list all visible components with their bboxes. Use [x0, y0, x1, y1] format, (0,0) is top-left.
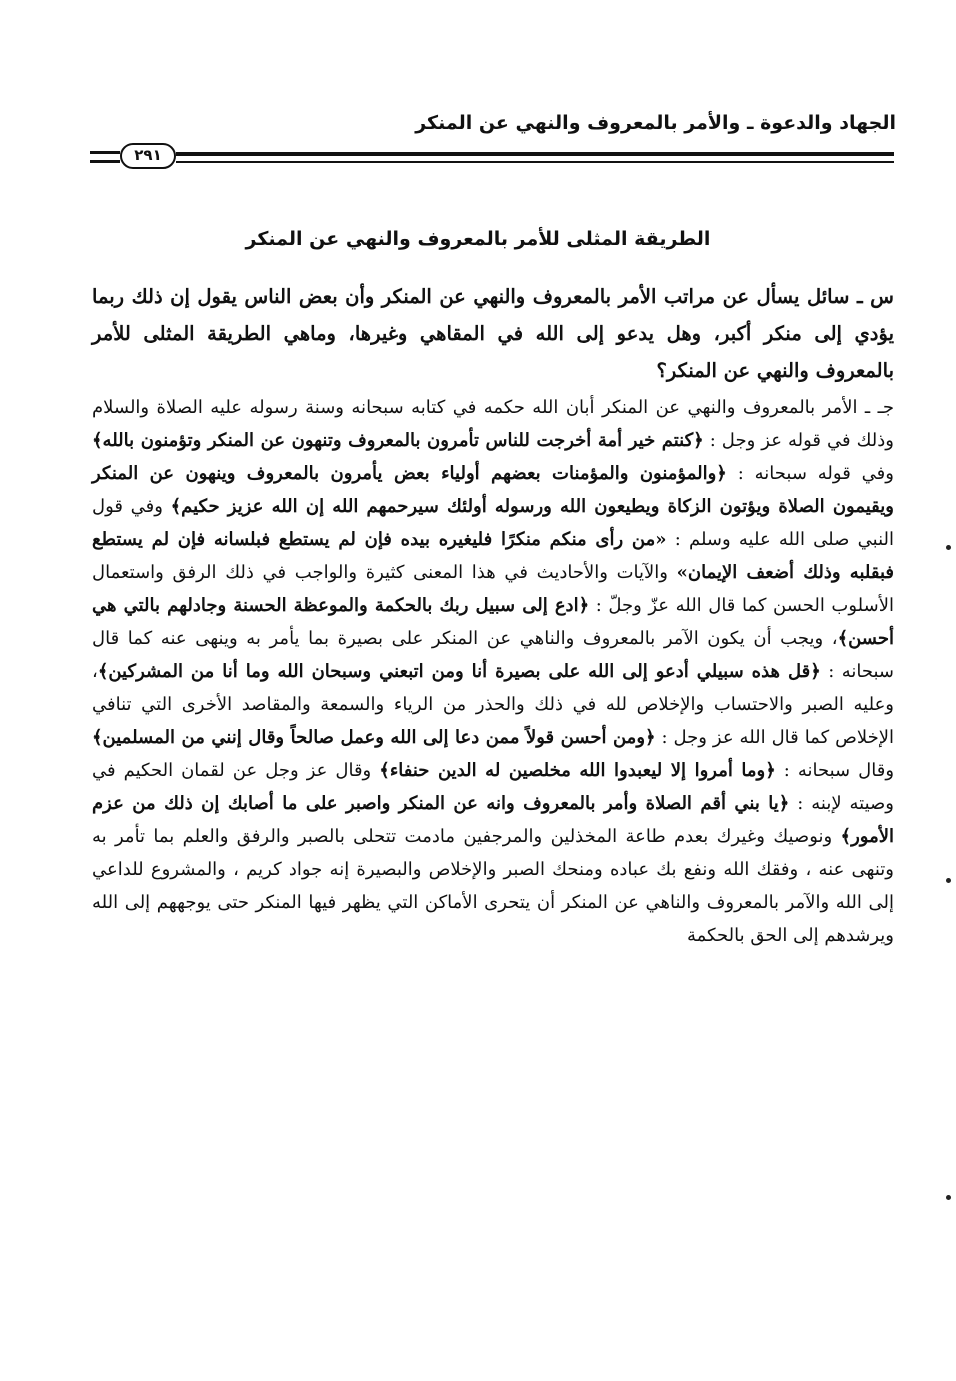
header-rule-stub-top	[90, 151, 120, 154]
answer-text: ونوصيك وغيرك بعدم طاعة المخذلين والمرجفين مادمت تتحلى بالصبر والرفق والعلم بما تأمر به وتنهى عنه ، وفقك الله ونفع بك عباده ومنحك الصبر والإخلاص والبصيرة إنه جواد كريم ، والمشروع للداعي إلى الله والآمر بالمعروف والناهي عن المنكر أن يتحرى الأماكن التي يظهر فيها المنكر حتى يوجههم إلى الله ويرشدهم إلى الحق بالحكمة	[92, 826, 894, 946]
scan-margin-dot	[946, 878, 951, 883]
answer-text: جـ ـ الأمر بالمعروف والنهي عن المنكر أبان الله حكمه في كتابه سبحانه وسنة رسوله عليه الصلاة والسلام وذلك في قوله عز وجل :	[92, 397, 895, 451]
answer-text: ، ويجب أن يكون الآمر بالمعروف والناهي عن المنكر على بصيرة بما يأمر به وينهى عنه كما قال سبحانه :	[92, 628, 894, 682]
answer-text: ، وعليه الصبر والاحتساب والإخلاص لله في ذلك والحذر من الرياء والسمعة والمقاصد الأخرى التي تنافي الإخلاص كما قال الله عز وجل :	[92, 661, 895, 748]
question-paragraph: س ـ سائل يسأل عن مراتب الأمر بالمعروف والنهي عن المنكر وأن بعض الناس يقول إن ذلك ربما يؤدي إلى منكر أكبر، وهل يدعو إلى الله في المقاهي وغيرها، وماهي الطريقة المثلى للأمر بالمعروف والنهي عن المنكر؟	[92, 285, 894, 382]
page-number: ٢٩١	[120, 143, 176, 169]
quran-quote: ﴿كنتم خير أمة أخرجت للناس تأمرون بالمعروف وتنهون عن المنكر وتؤمنون بالله﴾	[92, 430, 704, 451]
running-title: الجهاد والدعوة ـ والأمر بالمعروف والنهي عن المنكر	[415, 112, 896, 134]
scan-margin-dot	[946, 545, 951, 550]
answer-text: والآيات والأحاديث في هذا المعنى كثيرة والواجب في ذلك الرفق واستعمال الأسلوب الحسن كما قال الله عزّ وجلّ :	[92, 562, 894, 616]
quran-quote: ﴿يا بني أقم الصلاة وأمر بالمعروف وانه عن المنكر واصبر على ما أصابك إن ذلك من عزم الأمور﴾	[92, 793, 894, 847]
quran-quote: ﴿ادع إلى سبيل ربك بالحكمة والموعظة الحسنة وجادلهم بالتي هي أحسن﴾	[92, 595, 894, 649]
answer-text: وقال عز وجل عن لقمان الحكيم في وصيته لإبنه :	[92, 760, 894, 814]
answer-text: وقال سبحانه :	[775, 760, 895, 781]
header-rule-thick	[176, 152, 894, 156]
quran-quote: ﴿قل هذه سبيلي أدعو إلى الله على بصيرة أنا ومن اتبعني وسبحان الله وما أنا من المشركين﴾	[97, 661, 821, 682]
answer-text: وفي قول النبي صلى الله عليه وسلم :	[92, 496, 894, 550]
section-heading: الطريقة المثلى للأمر بالمعروف والنهي عن المنكر	[245, 228, 711, 250]
answer-paragraph	[92, 391, 894, 952]
answer-text: وفي قوله سبحانه :	[726, 463, 894, 484]
quran-quote: ﴿ومن أحسن قولاً ممن دعا إلى الله وعمل صالحاً وقال إنني من المسلمين﴾	[92, 727, 656, 748]
header-rule-stub-bottom	[90, 160, 120, 163]
quran-quote: ﴿وما أمروا إلا ليعبدوا الله مخلصين له الدين حنفاء﴾	[379, 760, 776, 781]
quran-quote: ﴿والمؤمنون والمؤمنات بعضهم أولياء بعض يأمرون بالمعروف وينهون عن المنكر ويقيمون الصلاة ويؤتون الزكاة ويطيعون الله ورسوله أولئك سيرحمهم الله إن الله عزيز حكيم﴾	[92, 463, 894, 517]
body-text	[92, 278, 894, 952]
hadith-quote: «من رأى منكم منكرًا فليغيره بيده فإن لم يستطع فبلسانه فإن لم يستطع فبقلبه وذلك أضعف الإيمان»	[92, 529, 894, 583]
scan-margin-dot	[946, 1195, 951, 1200]
header-rule-thin	[176, 161, 894, 163]
